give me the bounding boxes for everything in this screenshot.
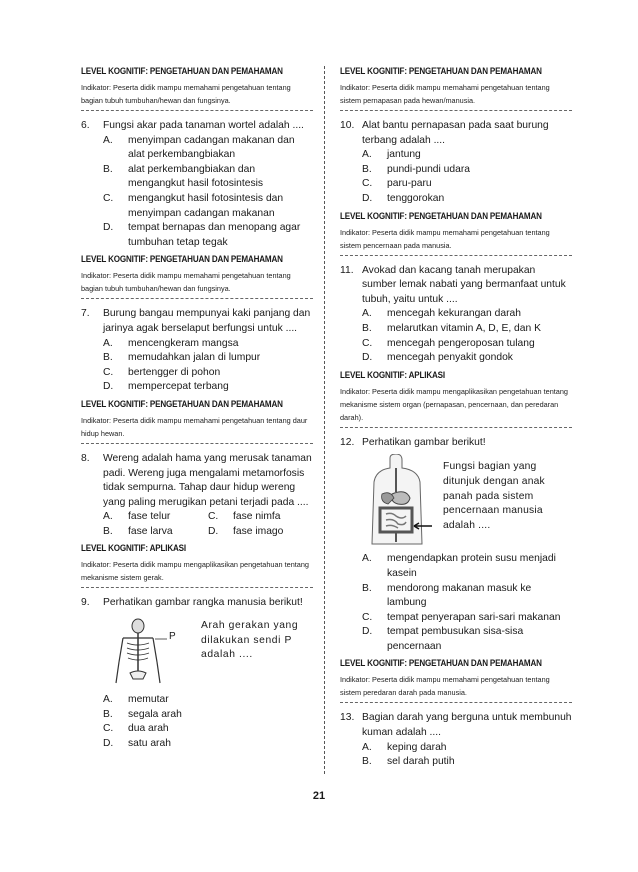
option-b[interactable] xyxy=(362,322,572,337)
option-text: mempercepat terbang xyxy=(128,381,229,393)
digestive-system-illustration xyxy=(362,454,437,546)
question-9 xyxy=(81,596,313,611)
option-text: fase imago xyxy=(233,525,284,537)
figure-caption: Arah gerakan yang dilakukan sendi P adalah .... xyxy=(201,620,299,661)
indicator-text: Indikator: Peserta didik mampu mengaplikasikan pengetahuan tentang mekanisme sistem gerak. xyxy=(81,560,309,583)
option-label: A. xyxy=(103,134,113,146)
option-label: D. xyxy=(208,525,219,537)
option-b[interactable] xyxy=(103,525,208,540)
option-a[interactable] xyxy=(362,552,572,581)
option-row xyxy=(103,525,313,540)
option-label: C. xyxy=(103,366,114,378)
option-text: mencengkeram mangsa xyxy=(128,337,239,349)
figure-caption: Fungsi bagian yang ditunjuk dengan anak panah pada sistem pencernaan manusia adalah .... xyxy=(443,461,545,531)
option-c[interactable] xyxy=(362,611,572,626)
cognitive-level-heading: LEVEL KOGNITIF: APLIKASI xyxy=(81,543,186,555)
section-divider xyxy=(340,110,572,111)
indicator-text: Indikator: Peserta didik mampu memahami pengetahuan tentang sistem peredaran darah pada manusia. xyxy=(340,675,550,698)
option-row xyxy=(103,510,313,525)
right-column xyxy=(340,66,572,774)
option-label: B. xyxy=(362,163,372,175)
option-text: menyimpan cadangan makanan dan alat perkembangbiakan xyxy=(128,134,295,161)
option-text: mengangkut hasil fotosintesis dan menyimpan cadangan makanan xyxy=(128,192,284,219)
option-text: mencegah kekurangan darah xyxy=(387,308,521,320)
question-number: 13. xyxy=(340,712,355,724)
option-text: fase telur xyxy=(128,511,171,523)
cognitive-level-heading: LEVEL KOGNITIF: PENGETAHUAN DAN PEMAHAMAN xyxy=(81,254,283,266)
option-a[interactable] xyxy=(362,307,572,322)
option-d[interactable] xyxy=(362,351,572,366)
question-number: 9. xyxy=(81,597,90,609)
question-text: Perhatikan gambar berikut! xyxy=(362,436,486,448)
option-c[interactable] xyxy=(103,722,313,737)
cognitive-level-heading: LEVEL KOGNITIF: APLIKASI xyxy=(340,369,445,381)
question-text: Fungsi akar pada tanaman wortel adalah .... xyxy=(103,120,304,131)
option-a[interactable] xyxy=(362,741,572,756)
question-block-8 xyxy=(81,399,313,540)
question-7 xyxy=(81,307,313,336)
question-11 xyxy=(340,264,572,308)
cognitive-level-heading: LEVEL KOGNITIF: PENGETAHUAN DAN PEMAHAMAN xyxy=(340,66,542,77)
option-text: tenggorokan xyxy=(387,192,445,204)
option-label: C. xyxy=(362,337,373,349)
option-a[interactable] xyxy=(103,510,208,525)
option-b[interactable] xyxy=(103,351,313,366)
question-number: 8. xyxy=(81,452,90,464)
option-c[interactable] xyxy=(103,366,313,381)
question-number: 7. xyxy=(81,308,90,320)
option-text: dua arah xyxy=(128,723,169,735)
option-label: B. xyxy=(103,525,113,537)
option-text: tempat bernapas dan menopang agar tumbuhan tetap tegak xyxy=(128,222,301,248)
option-text: fase larva xyxy=(128,525,173,537)
option-d[interactable] xyxy=(103,221,313,250)
question-block-6 xyxy=(81,66,313,250)
cognitive-level-heading: LEVEL KOGNITIF: PENGETAHUAN DAN PEMAHAMAN xyxy=(340,210,542,222)
option-text: segala arah xyxy=(128,708,182,720)
question-block-11 xyxy=(340,211,572,366)
question-block-7 xyxy=(81,254,313,395)
question-block-10 xyxy=(340,66,572,207)
cognitive-level-heading: LEVEL KOGNITIF: PENGETAHUAN DAN PEMAHAMAN xyxy=(340,658,542,670)
option-label: B. xyxy=(103,352,113,364)
option-d[interactable] xyxy=(362,192,572,207)
option-label: C. xyxy=(208,511,219,523)
indicator-text: Indikator: Peserta didik mampu memahami pengetahuan tentang bagian tubuh tumbuhan/hewan dan fungsinya. xyxy=(81,83,291,105)
option-text: bertengger di pohon xyxy=(128,366,221,378)
option-text: jantung xyxy=(387,149,421,161)
option-label: C. xyxy=(362,611,373,623)
option-b[interactable] xyxy=(362,163,572,178)
question-block-12 xyxy=(340,370,572,655)
option-label: B. xyxy=(103,163,113,175)
option-label: D. xyxy=(362,352,373,364)
option-label: B. xyxy=(362,756,372,768)
option-label: B. xyxy=(362,582,372,594)
option-a[interactable] xyxy=(103,337,313,352)
indicator-text: Indikator: Peserta didik mampu memahami pengetahuan tentang bagian tubuh tumbuhan/hewan dan fungsinya. xyxy=(81,271,291,294)
option-text: fase nimfa xyxy=(233,511,281,523)
indicator-text: Indikator: Peserta didik mampu memahami pengetahuan tentang sistem pencernaan pada manusia. xyxy=(340,227,550,250)
option-label: D. xyxy=(103,381,114,393)
option-label: B. xyxy=(103,708,113,720)
option-b[interactable] xyxy=(362,582,572,611)
option-a[interactable] xyxy=(103,134,313,163)
option-text: tempat penyerapan sari-sari makanan xyxy=(387,611,561,623)
option-label: A. xyxy=(103,337,113,349)
option-text: paru-paru xyxy=(387,178,432,190)
question-block-13 xyxy=(340,658,572,769)
option-a[interactable] xyxy=(103,693,313,708)
option-label: A. xyxy=(362,308,372,320)
indicator-text: Indikator: Peserta didik mampu memahami pengetahuan tentang daur hidup hewan. xyxy=(81,415,308,438)
option-label: A. xyxy=(362,149,372,161)
option-d[interactable] xyxy=(103,737,313,752)
skeleton-figure xyxy=(103,617,193,687)
option-text: memudahkan jalan di lumpur xyxy=(128,352,261,364)
option-label: C. xyxy=(362,178,373,190)
option-text: mencegah penyakit gondok xyxy=(387,352,513,364)
option-c[interactable] xyxy=(362,337,572,352)
question-block-9 xyxy=(81,543,313,751)
option-b[interactable] xyxy=(362,755,572,770)
option-text: tempat pembusukan sisa-sisa pencernaan xyxy=(387,626,524,652)
cognitive-level-heading: LEVEL KOGNITIF: PENGETAHUAN DAN PEMAHAMAN xyxy=(81,398,283,410)
option-label: C. xyxy=(103,192,114,204)
option-text: sel darah putih xyxy=(387,756,455,768)
option-c[interactable] xyxy=(103,192,313,221)
option-label: A. xyxy=(362,741,372,753)
option-c[interactable] xyxy=(362,177,572,192)
figure-row xyxy=(103,617,313,687)
page-number: 21 xyxy=(312,790,326,802)
option-label: D. xyxy=(103,737,114,749)
option-text: keping darah xyxy=(387,741,447,753)
question-number: 6. xyxy=(81,120,90,131)
option-label: A. xyxy=(362,553,372,565)
question-13 xyxy=(340,711,572,740)
option-label: A. xyxy=(103,511,113,523)
question-number: 11. xyxy=(340,264,354,276)
question-text: Avokad dan kacang tanah merupakan sumber lemak nabati yang bermanfaat untuk tubuh, yaitu untuk .... xyxy=(362,264,566,305)
question-text: Bagian darah yang berguna untuk membunuh kuman adalah .... xyxy=(362,712,572,739)
question-text: Perhatikan gambar rangka manusia berikut! xyxy=(103,597,303,609)
question-text: Burung bangau mempunyai kaki panjang dan jarinya agak berselaput berfungsi untuk .... xyxy=(103,308,311,334)
option-label: C. xyxy=(103,723,114,735)
question-8 xyxy=(81,452,313,510)
option-text: alat perkembangbiakan dan mengangkut hasil fotosintesis xyxy=(128,163,264,190)
option-label: A. xyxy=(103,694,113,706)
cognitive-level-heading: LEVEL KOGNITIF: PENGETAHUAN DAN PEMAHAMAN xyxy=(81,66,283,77)
option-label: D. xyxy=(362,626,373,638)
column-divider xyxy=(324,66,325,774)
section-divider xyxy=(81,443,313,444)
indicator-text: Indikator: Peserta didik mampu mengaplikasikan pengetahuan tentang mekanisme sistem organ (pernapasan, pencernaan, dan peredaran darah). xyxy=(340,386,568,422)
question-6 xyxy=(81,119,313,134)
section-divider xyxy=(340,427,572,428)
question-number: 12. xyxy=(340,436,355,448)
figure-row xyxy=(362,454,572,546)
option-text: satu arah xyxy=(128,737,171,749)
section-divider xyxy=(340,702,572,703)
option-text: melarutkan vitamin A, D, E, dan K xyxy=(387,322,541,334)
section-divider xyxy=(340,255,572,256)
option-b[interactable] xyxy=(103,708,313,723)
section-divider xyxy=(81,110,313,111)
question-number: 10. xyxy=(340,120,355,131)
option-label: D. xyxy=(103,222,114,234)
indicator-text: Indikator: Peserta didik mampu memahami pengetahuan tentang sistem pernapasan pada hewan/manusia. xyxy=(340,83,550,105)
option-b[interactable] xyxy=(103,163,313,192)
option-d[interactable] xyxy=(362,625,572,654)
option-text: pundi-pundi udara xyxy=(387,163,471,175)
option-a[interactable] xyxy=(362,148,572,163)
option-text: memutar xyxy=(128,694,169,706)
option-d[interactable] xyxy=(103,380,313,395)
option-d[interactable] xyxy=(208,525,313,540)
option-label: D. xyxy=(362,192,373,204)
section-divider xyxy=(81,587,313,588)
section-divider xyxy=(81,298,313,299)
question-text: Wereng adalah hama yang merusak tanaman padi. Wereng juga mengalami metamorfosis tidak sempurna. Tahap daur hidup wereng yang paling merugikan petani terjadi pada .... xyxy=(103,452,312,508)
question-10 xyxy=(340,119,572,148)
question-text: Alat bantu pernapasan pada saat burung terbang adalah .... xyxy=(362,120,549,146)
question-12 xyxy=(340,436,572,451)
option-label: B. xyxy=(362,322,372,334)
option-text: mencegah pengeroposan tulang xyxy=(387,337,535,349)
left-column xyxy=(81,66,313,755)
option-text: mengendapkan protein susu menjadi kasein xyxy=(387,553,556,579)
joint-p-label: P xyxy=(169,631,176,643)
option-text: mendorong makanan masuk ke lambung xyxy=(387,582,532,609)
option-c[interactable] xyxy=(208,510,313,525)
skeleton-illustration xyxy=(103,617,173,687)
